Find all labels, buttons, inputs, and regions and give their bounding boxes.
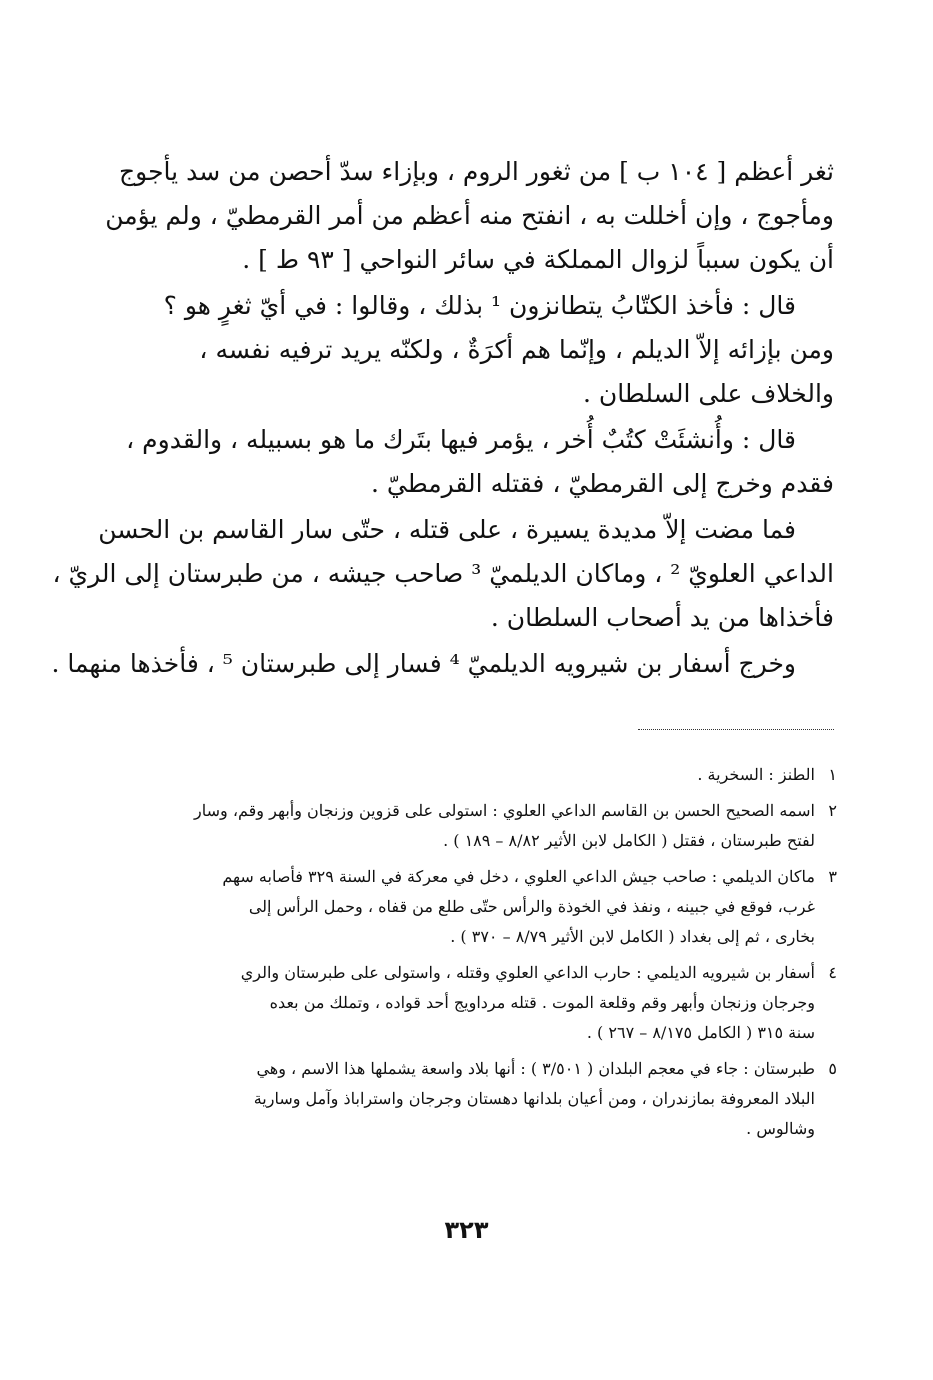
footnote-body <box>155 760 815 790</box>
footnote-1 <box>155 760 837 790</box>
footnote-4 <box>155 958 837 1048</box>
paragraph-3 <box>126 418 834 506</box>
text-line: ومأجوج ، وإن أخللت به ، انفتح منه أعظم من أمر القرمطيّ ، ولم يؤمن <box>105 201 834 230</box>
text-line: الداعي العلويّ ² ، وماكان الديلميّ ³ صاحب جيشه ، من طبرستان إلى الريّ ، <box>52 559 834 588</box>
paragraph-4 <box>52 508 834 640</box>
footnote-body <box>155 958 815 1048</box>
footnote-body <box>155 862 815 952</box>
footnote-number: ١ <box>828 765 837 784</box>
text-line: قال : وأُنشئَتْ كتُبٌ أُخر ، يؤمر فيها بتَرك ما هو بسبيله ، والقدوم ، <box>126 425 796 454</box>
footnotes <box>155 760 837 1150</box>
footnote-2 <box>155 796 837 856</box>
text-line: ومن بإزائه إلاّ الديلم ، وإنّما هم أكرَةٌ ، ولكنّه يريد ترفيه نفسه ، <box>199 335 834 364</box>
paragraph-5 <box>51 642 834 686</box>
footnote-line: لفتح طبرستان ، فقتل ( الكامل لابن الأثير ٨/٨٢ – ١٨٩ ) . <box>443 831 815 850</box>
text-line: فأخذاها من يد أصحاب السلطان . <box>490 603 834 632</box>
text-line: فقدم وخرج إلى القرمطيّ ، فقتله القرمطيّ . <box>370 469 834 498</box>
footnote-number: ٤ <box>828 963 837 982</box>
footnote-line: وجرجان وزنجان وأبهر وقم وقلعة الموت . قتله مرداويج أحد قواده ، وتملك من بعده <box>269 993 815 1012</box>
footnote-body <box>155 796 815 856</box>
footnote-3 <box>155 862 837 952</box>
page-number: ٣٢٣ <box>444 1216 489 1244</box>
footnote-line: اسمه الصحيح الحسن بن القاسم الداعي العلوي : استولى على قزوين وزنجان وأبهر وقم، وسار <box>194 801 815 820</box>
footnote-5 <box>155 1054 837 1144</box>
text-line: وخرج أسفار بن شيرويه الديلميّ ⁴ فسار إلى طبرستان ⁵ ، فأخذها منهما . <box>51 649 796 678</box>
text-line: قال : فأخذ الكتّابُ يتطانزون ¹ بذلك ، وقالوا : في أيّ ثغرٍ هو ؟ <box>163 291 796 320</box>
paragraph-1 <box>105 150 834 282</box>
footnote-separator <box>638 729 834 730</box>
footnote-line: أسفار بن شيرويه الديلمي : حارب الداعي العلوي وقتله ، واستولى على طبرستان والري <box>240 963 815 982</box>
text-line: أن يكون سبباً لزوال المملكة في سائر النواحي [ ٩٣ ط ] . <box>242 245 834 274</box>
footnote-body <box>155 1054 815 1144</box>
footnote-line: طبرستان : جاء في معجم البلدان ( ٣/٥٠١ ) : أنها بلاد واسعة يشملها هذا الاسم ، وهي <box>256 1059 815 1078</box>
text-line: ثغر أعظم [ ١٠٤ ب ] من ثغور الروم ، وبإزاء سدّ أحصن من سد يأجوج <box>119 157 834 186</box>
footnote-line: وشالوس . <box>746 1119 815 1138</box>
footnote-line: غرب، فوقع في جبينه ، ونفذ في الخوذة والرأس حتّى طلع من قفاه ، وحمل الرأس إلى <box>248 897 815 916</box>
text-line: فما مضت إلاّ مديدة يسيرة ، على قتله ، حتّى سار القاسم بن الحسن <box>98 515 796 544</box>
text-line: والخلاف على السلطان . <box>582 379 834 408</box>
footnote-number: ٢ <box>828 801 837 820</box>
footnote-line: بخارى ، ثم إلى بغداد ( الكامل لابن الأثير ٨/٧٩ – ٣٧٠ ) . <box>450 927 815 946</box>
footnote-line: ماكان الديلمي : صاحب جيش الداعي العلوي ، دخل في معركة في السنة ٣٢٩ فأصابه سهم <box>222 867 815 886</box>
footnote-line: سنة ٣١٥ ( الكامل ٨/١٧٥ – ٢٦٧ ) . <box>586 1023 815 1042</box>
footnote-number: ٥ <box>828 1059 837 1078</box>
footnote-line: البلاد المعروفة بمازندران ، ومن أعيان بلدانها دهستان وجرجان واستراباذ وآمل وسارية <box>253 1089 815 1108</box>
main-text <box>51 150 834 688</box>
paragraph-2 <box>160 284 834 416</box>
footnote-number: ٣ <box>828 867 837 886</box>
footnote-line: الطنز : السخرية . <box>697 765 815 784</box>
